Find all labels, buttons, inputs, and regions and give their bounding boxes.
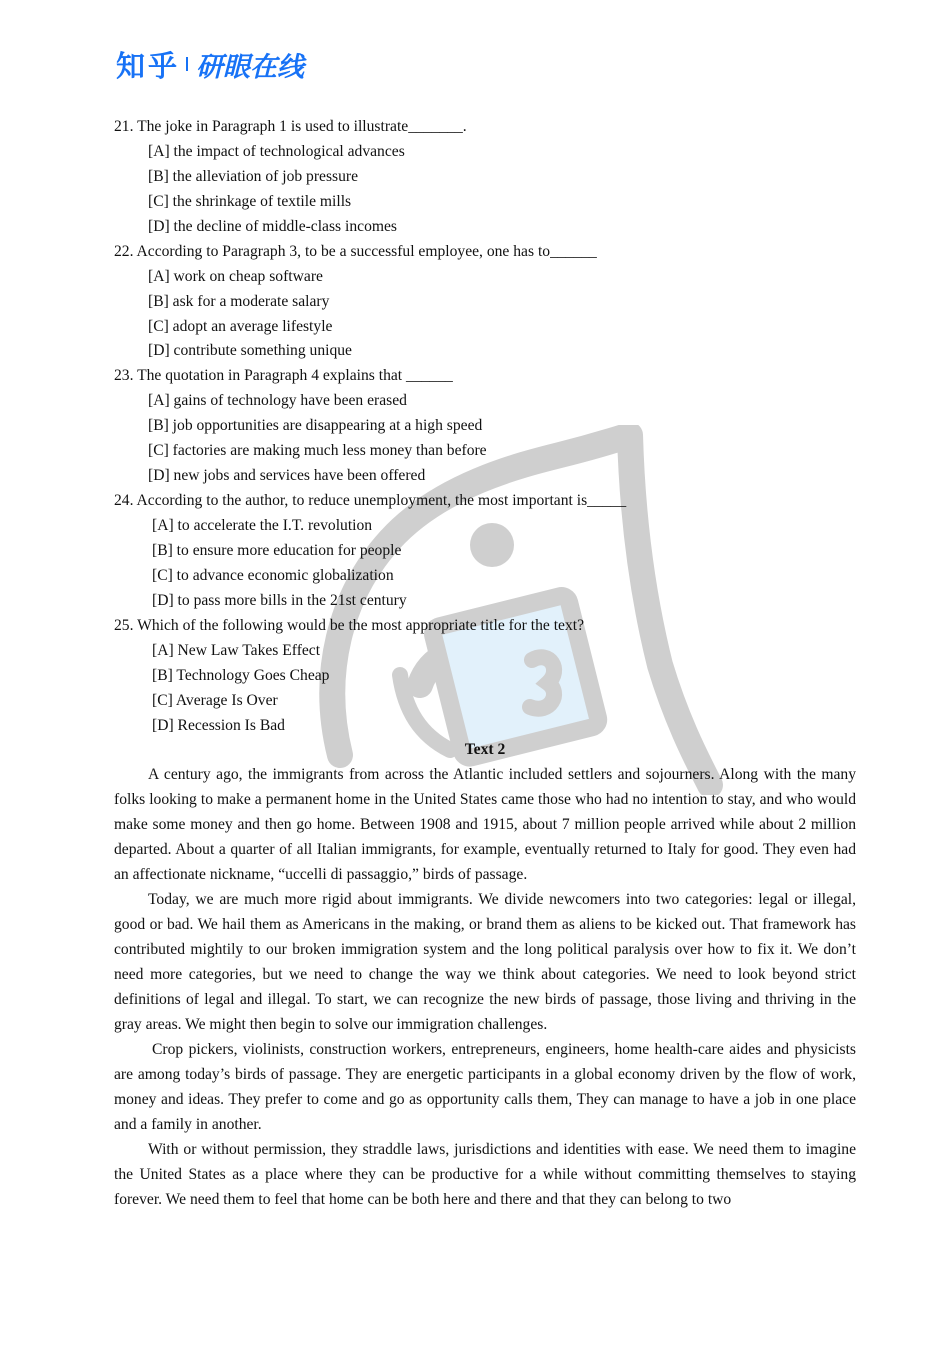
question-stem: 22. According to Paragraph 3, to be a successful employee, one has to______ (114, 242, 597, 260)
option-c: [C] adopt an average lifestyle (148, 317, 333, 335)
option-c: [C] Average Is Over (152, 691, 278, 709)
option-d: [D] Recession Is Bad (152, 716, 285, 734)
option-a: [A] to accelerate the I.T. revolution (152, 517, 373, 534)
document-content (114, 115, 856, 1213)
option-c: [C] the shrinkage of textile mills (148, 192, 352, 210)
option-d: [D] the decline of middle-class incomes (148, 217, 397, 235)
question-stem: 25. Which of the following would be the most appropriate title for the text? (114, 616, 585, 634)
option-b: [B] job opportunities are disappearing at a high speed (148, 417, 483, 435)
text2-paragraph-2: Today, we are much more rigid about immigrants. We divide newcomers into two categories: legal or illegal, good or bad. We hail them as Americans in the making, or brand them as aliens to be kicked out. That framework has contributed mightily to our broken immigration system and the long political paralysis over how to fix it. We don’t need more categories, but we need to change the way we think about categories. We need to look beyond strict definitions of legal and illegal. To start, we can recognize the new birds of passage, those living and thriving in the gray areas. We might then begin to solve our immigration challenges. (114, 891, 856, 1033)
question-24 (114, 489, 856, 614)
question-25 (114, 614, 856, 739)
option-a: [A] gains of technology have been erased (148, 392, 407, 410)
option-a: [A] work on cheap software (148, 267, 323, 285)
option-a: [A] New Law Takes Effect (152, 641, 321, 659)
option-b: [B] to ensure more education for people (152, 541, 402, 559)
question-22 (114, 240, 856, 365)
brand-logo-text: 研眼在线 (196, 51, 305, 83)
option-d: [D] to pass more bills in the 21st century (152, 591, 407, 609)
question-23 (114, 364, 856, 489)
option-c: [C] factories are making much less money than before (148, 442, 487, 460)
zhihu-logo-text: 知乎 (116, 48, 181, 83)
question-stem: 24. According to the author, to reduce unemployment, the most important is_____ (114, 492, 627, 510)
text2-paragraph-4: With or without permission, they straddle laws, jurisdictions and identities with ease. We need them to imagine the United States as a place where they can be productive for a while without committing themselves to staying forever. We need them to feel that home can be both here and there and that they can belong to two (114, 1140, 856, 1208)
text2-paragraph-1: A century ago, the immigrants from across the Atlantic included settlers and sojourners. Along with the many folks looking to make a permanent home in the United States came those who had no intention to stay, and who would make some money and then go home. Between 1908 and 1915, about 7 million people arrived while about 2 million departed. About a quarter of all Italian immigrants, for example, eventually returned to Italy for good. They even had an affectionate nickname, “uccelli di passaggio,” birds of passage. (114, 766, 856, 884)
option-a: [A] the impact of technological advances (148, 142, 405, 160)
option-d: [D] contribute something unique (148, 342, 352, 360)
option-c: [C] to advance economic globalization (152, 566, 394, 584)
logo-separator (186, 57, 188, 71)
header-logo (116, 44, 304, 84)
question-stem: 21. The joke in Paragraph 1 is used to illustrate_______. (114, 118, 467, 135)
text2-title: Text 2 (464, 741, 506, 759)
option-b: [B] the alleviation of job pressure (148, 167, 359, 185)
option-b: [B] Technology Goes Cheap (152, 666, 330, 684)
question-21 (114, 115, 856, 240)
option-b: [B] ask for a moderate salary (148, 292, 330, 310)
text2-paragraph-3: Crop pickers, violinists, construction workers, entrepreneurs, engineers, home health-care aides and physicists are among today’s birds of passage. They are energetic participants in a global economy driven by the flow of work, money and ideas. They prefer to come and go as opportunity calls them, They can manage to have a job in one place and a family in another. (114, 1040, 856, 1133)
question-stem: 23. The quotation in Paragraph 4 explains that ______ (114, 367, 453, 385)
option-d: [D] new jobs and services have been offered (148, 467, 426, 485)
